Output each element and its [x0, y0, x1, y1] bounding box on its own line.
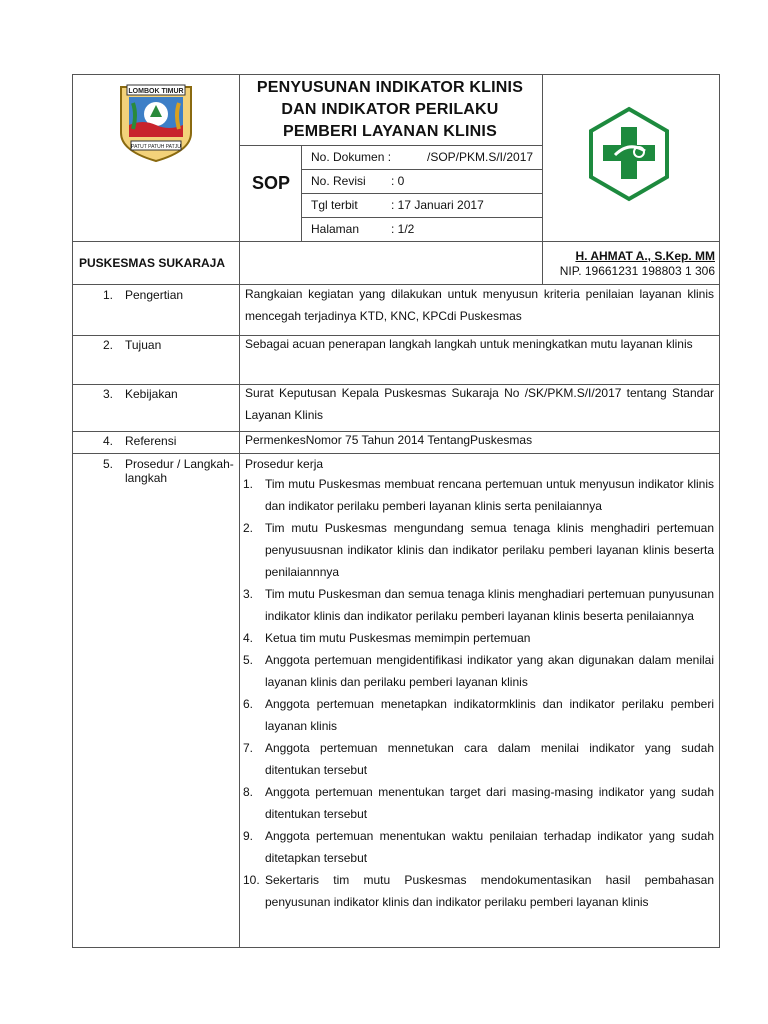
meta-value: : 1/2 — [391, 222, 415, 236]
section-text: PermenkesNomor 75 Tahun 2014 TentangPuskesmas — [245, 433, 533, 447]
procedure-step — [243, 781, 714, 825]
step-number: 8. — [243, 785, 254, 799]
section-number: 1. — [102, 288, 113, 302]
sop-content-table — [72, 284, 720, 948]
health-center-logo — [585, 105, 673, 205]
step-text: Anggota pertemuan mennetukan cara dalam menilai indikator yang sudah ditentukan tersebut — [265, 741, 714, 777]
emblem-top-text: LOMBOK TIMUR — [128, 88, 184, 95]
signature-row — [72, 241, 720, 285]
section-text: Surat Keputusan Kepala Puskesmas Sukaraja No /SK/PKM.S/I/2017 tentang Standar Layanan Klinis — [245, 386, 714, 422]
emblem-motto-text: PATUT PATUH PATJU — [131, 144, 181, 150]
section-number: 2. — [102, 338, 113, 352]
procedure-step — [243, 473, 714, 517]
section-label: Pengertian — [125, 288, 184, 302]
procedure-steps — [243, 473, 714, 913]
regency-emblem-logo — [113, 81, 199, 163]
signatory-nip: NIP. 19661231 198803 1 306 — [559, 264, 715, 278]
document-title — [239, 77, 541, 143]
section-label: Tujuan — [125, 338, 162, 352]
step-text: Anggota pertemuan menetapkan indikatormklinis dan indikator perilaku pemberi layanan klinis — [265, 697, 714, 733]
procedure-title: Prosedur kerja — [245, 457, 324, 471]
step-number: 3. — [243, 587, 254, 601]
step-number: 5. — [243, 653, 254, 667]
meta-key: No. Revisi — [311, 174, 366, 188]
meta-value: : 17 Januari 2017 — [391, 198, 484, 212]
step-text: Tim mutu Puskesmas mengundang semua tenaga klinis menghadiri pertemuan penyusuusnan indikator klinis dan indikator perilaku pemberi layanan klinis beserta penilaiannnya — [265, 521, 714, 579]
procedure-step — [243, 649, 714, 693]
meta-value: /SOP/PKM.S/I/2017 — [427, 150, 534, 164]
signatory-name: H. AHMAT A., S.Kep. MM — [575, 249, 715, 263]
step-number: 6. — [243, 697, 254, 711]
organization-name: PUSKESMAS SUKARAJA — [79, 256, 226, 270]
step-number: 9. — [243, 829, 254, 843]
divider — [542, 75, 543, 241]
step-text: Sekertaris tim mutu Puskesmas mendokumentasikan hasil pembahasan penyusunan indikator klinis dan indikator perilaku pemberi layanan klinis — [265, 873, 714, 909]
step-number: 4. — [243, 631, 254, 645]
section-text: Rangkaian kegiatan yang dilakukan untuk menyusun kriteria penilaian layanan klinis mencegah terjadinya KTD, KNC, KPCdi Puskesmas — [245, 287, 714, 323]
meta-key: Tgl terbit — [311, 198, 358, 212]
meta-row-revision — [307, 169, 539, 193]
step-text: Tim mutu Puskesman dan semua tenaga klinis menghadiari pertemuan punyusunan indikator klinis dan indikator perilaku pemberi layanan klinis beserta penilaiannya — [265, 587, 714, 623]
procedure-step — [243, 869, 714, 913]
procedure-step — [243, 737, 714, 781]
document-header — [72, 74, 720, 242]
section-number: 4. — [102, 434, 113, 448]
step-number: 1. — [243, 477, 254, 491]
step-text: Anggota pertemuan menentukan target dari masing-masing indikator yang sudah ditentukan tersebut — [265, 785, 714, 821]
meta-row-issue-date — [307, 193, 539, 217]
step-number: 2. — [243, 521, 254, 535]
meta-row-page — [307, 217, 539, 241]
title-line: PENYUSUNAN INDIKATOR KLINIS — [256, 79, 524, 96]
meta-row-document-number — [307, 145, 539, 169]
divider — [542, 241, 543, 284]
title-line: PEMBERI LAYANAN KLINIS — [283, 123, 497, 140]
procedure-step — [243, 693, 714, 737]
title-line: DAN INDIKATOR PERILAKU — [281, 101, 499, 118]
section-text: Sebagai acuan penerapan langkah langkah untuk meningkatkan mutu layanan klinis — [245, 337, 693, 351]
section-label: Referensi — [125, 434, 177, 448]
procedure-step — [243, 517, 714, 583]
step-text: Tim mutu Puskesmas membuat rencana pertemuan untuk menyusun indikator klinis dan indikator perilaku pemberi layanan klinis serta penilaiannya — [265, 477, 714, 513]
divider — [73, 453, 719, 454]
section-number: 3. — [102, 387, 113, 401]
section-label: Prosedur / Langkah-langkah — [125, 457, 234, 485]
procedure-step — [243, 583, 714, 627]
section-number: 5. — [102, 457, 113, 471]
meta-key: Halaman — [311, 222, 360, 236]
sop-label: SOP — [251, 173, 290, 193]
divider — [239, 241, 240, 284]
step-text: Anggota pertemuan mengidentifikasi indikator yang akan digunakan dalam menilai layanan klinis dan perilaku pemberi layanan klinis — [265, 653, 714, 689]
procedure-step — [243, 627, 714, 649]
procedure-step — [243, 825, 714, 869]
step-number: 10. — [243, 873, 260, 887]
meta-value: : 0 — [391, 174, 405, 188]
meta-key: No. Dokumen : — [311, 150, 392, 164]
section-label: Kebijakan — [125, 387, 178, 401]
step-text: Anggota pertemuan menentukan waktu penilaian terhadap indikator yang sudah ditetapkan tersebut — [265, 829, 714, 865]
step-text: Ketua tim mutu Puskesmas memimpin pertemuan — [265, 631, 531, 645]
step-number: 7. — [243, 741, 254, 755]
